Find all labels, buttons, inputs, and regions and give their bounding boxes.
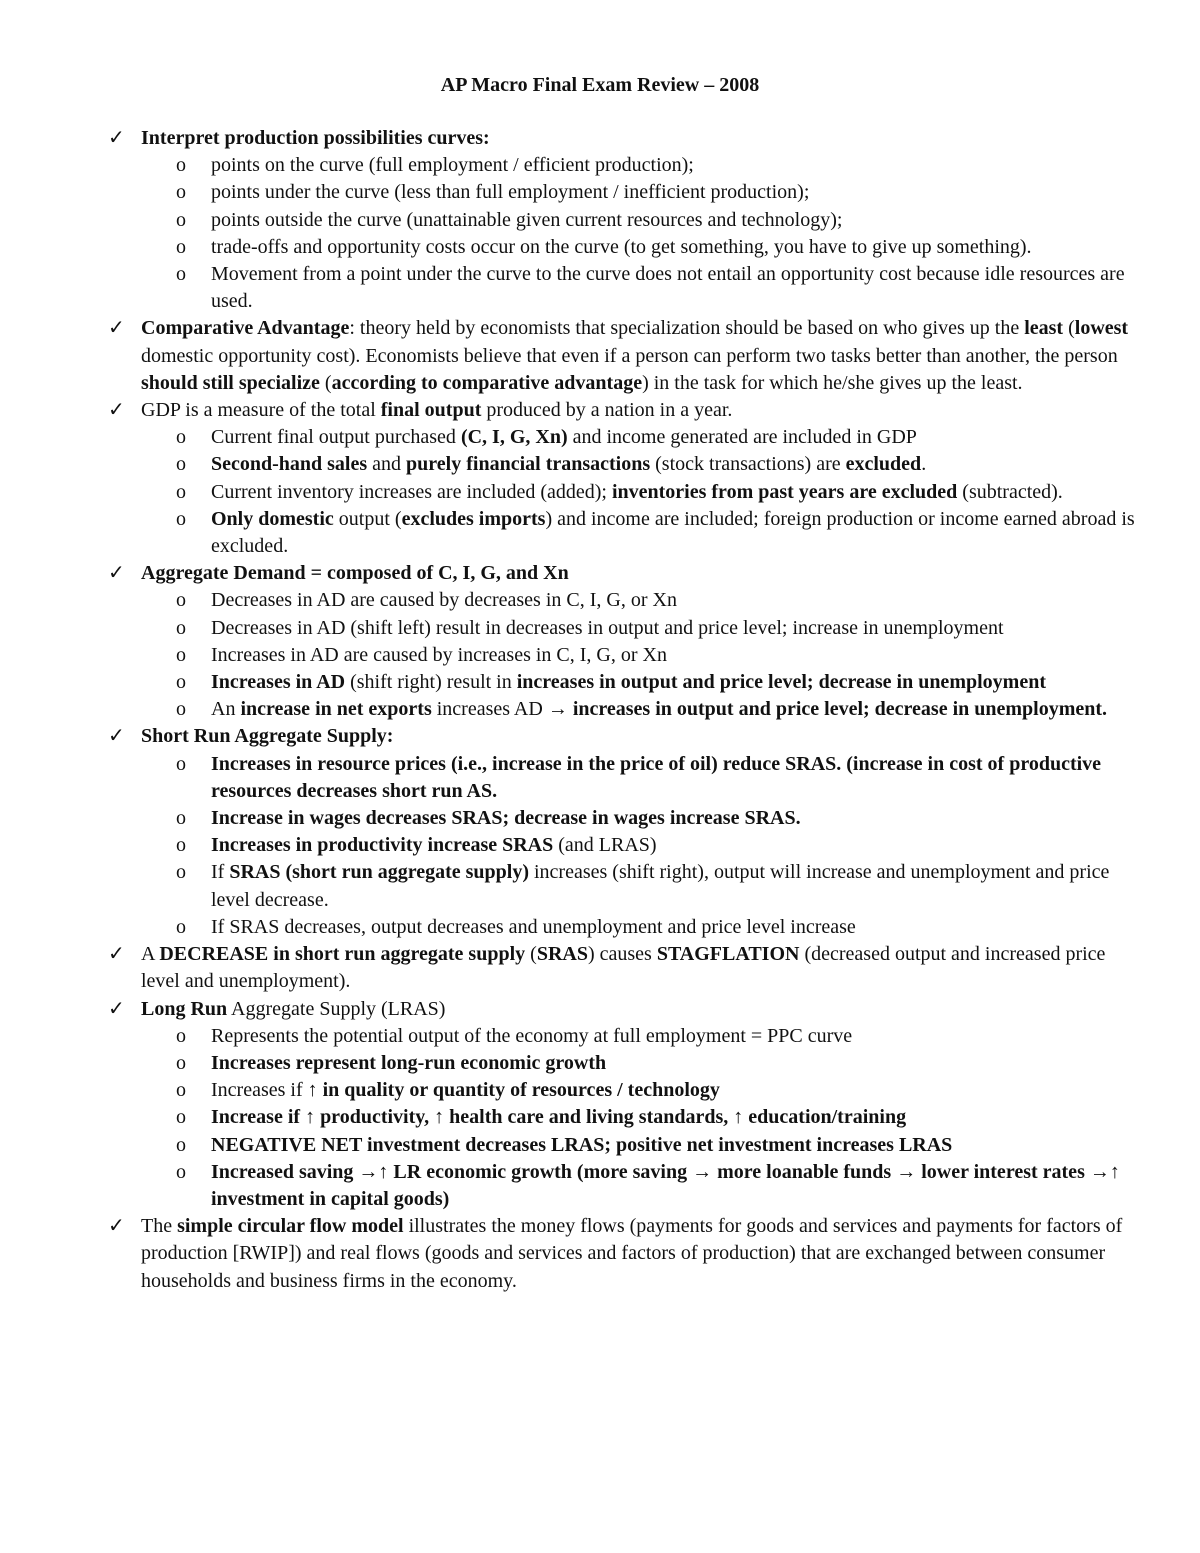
text-run: ) causes	[587, 943, 657, 966]
text-run: simple circular flow model	[177, 1215, 404, 1238]
text-run: Increases in resource prices (i.e., increase in the price of oil) reduce SRAS. (increase in cost of productive resources decreases short run AS.	[211, 752, 1102, 802]
sub-bullet-item	[108, 751, 1138, 805]
text-run: Movement from a point under the curve to the curve does not entail an opportunity cost because idle resources are used.	[211, 263, 1125, 313]
text-run: (and LRAS)	[553, 834, 657, 857]
sub-bullet-item	[108, 832, 1138, 859]
text-run: (decreased output and increased price level and unemployment).	[141, 943, 1106, 993]
text-run: If SRAS decreases, output decreases and unemployment and price level increase	[211, 915, 856, 938]
sub-bullet-item	[108, 696, 1138, 723]
text-run: Second-hand sales	[211, 453, 368, 476]
text-run: output (	[333, 507, 402, 530]
checklist-item	[108, 397, 1138, 560]
text-run: inventories from past years are excluded	[611, 480, 958, 503]
checklist-item-text	[141, 941, 1138, 995]
sub-bullet-item	[108, 1077, 1138, 1104]
text-run: lower interest rates	[916, 1160, 1090, 1183]
text-run: in quality or quantity of resources / technology	[317, 1079, 720, 1102]
text-run: Increases in AD	[211, 671, 346, 694]
text-run: Aggregate Demand = composed of C, I, G, and Xn	[141, 562, 569, 585]
sub-bullet-item	[108, 1050, 1138, 1077]
text-run: lowest	[1074, 317, 1129, 340]
text-run: SRAS (short run aggregate supply)	[229, 861, 529, 884]
checkmark-icon: ✓	[108, 562, 125, 585]
text-run: NEGATIVE NET investment decreases LRAS; positive net investment increases LRAS	[211, 1133, 953, 1156]
checklist-item	[108, 941, 1138, 995]
text-run: according to comparative advantage	[331, 371, 643, 394]
page-title: AP Macro Final Exam Review – 2008	[440, 74, 760, 96]
text-run: excluded	[845, 453, 922, 476]
text-run: Increases if	[211, 1079, 308, 1102]
circle-bullet-icon: o	[176, 698, 186, 721]
text-run: least	[1024, 317, 1064, 340]
checklist-item-text	[141, 996, 1138, 1023]
text-run: increases AD	[431, 698, 548, 721]
sub-bullet-item	[108, 1023, 1138, 1050]
sub-bullet-item	[108, 207, 1138, 234]
text-run: Only domestic	[211, 507, 334, 530]
review-list	[108, 125, 1138, 1295]
text-run: LR economic growth (more saving	[388, 1160, 693, 1183]
sub-bullet-item	[108, 179, 1138, 206]
checkmark-icon: ✓	[108, 1215, 125, 1238]
circle-bullet-icon: o	[176, 1079, 186, 1102]
text-run: Increase in wages decreases SRAS; decrease in wages increase SRAS.	[211, 807, 801, 830]
checkmark-icon: ✓	[108, 997, 125, 1020]
text-run: Interpret production possibilities curves:	[141, 127, 490, 149]
text-run: ↑	[307, 1079, 318, 1102]
sub-bullet-item	[108, 642, 1138, 669]
text-run: final output	[380, 399, 482, 422]
text-run: →	[692, 1160, 713, 1183]
sub-bullet-item	[108, 1159, 1138, 1213]
circle-bullet-icon: o	[176, 235, 186, 258]
sub-bullet-item	[108, 479, 1138, 506]
sub-bullet-item	[108, 859, 1138, 913]
checkmark-icon: ✓	[108, 127, 125, 149]
text-run: investment in capital goods)	[211, 1187, 450, 1210]
text-run: (shift right) result in	[345, 671, 517, 694]
checklist-item	[108, 125, 1138, 315]
circle-bullet-icon: o	[176, 1133, 186, 1156]
circle-bullet-icon: o	[176, 507, 186, 530]
text-run: ↑	[305, 1106, 316, 1129]
text-run: trade-offs and opportunity costs occur on the curve (to get something, you have to give up something).	[211, 235, 1032, 258]
text-run: .	[921, 453, 927, 476]
text-run: GDP is a measure of the total	[141, 399, 381, 422]
checklist-item-text	[141, 560, 1138, 587]
checklist-item-text	[141, 1213, 1138, 1295]
text-run: health care and living standards,	[444, 1106, 734, 1129]
sub-bullet-item	[108, 152, 1138, 179]
circle-bullet-icon: o	[176, 643, 186, 666]
circle-bullet-icon: o	[176, 861, 186, 884]
text-run: →↑	[358, 1160, 389, 1183]
sub-bullet-item	[108, 805, 1138, 832]
text-run: education/training	[743, 1106, 907, 1129]
circle-bullet-icon: o	[176, 1160, 186, 1183]
circle-bullet-icon: o	[176, 834, 186, 857]
checklist-item	[108, 1213, 1138, 1295]
sub-bullet-item	[108, 451, 1138, 478]
text-run: ) and income are included; foreign production or income earned abroad is excluded.	[211, 507, 1135, 558]
text-run: A	[141, 943, 160, 966]
text-run: STAGFLATION	[656, 943, 800, 966]
text-run: (	[1063, 317, 1075, 340]
text-run: Short Run Aggregate Supply:	[141, 725, 394, 748]
sub-bullet-item	[108, 234, 1138, 261]
text-run: domestic opportunity cost). Economists believe that even if a person can perform two tasks better than another, the person	[141, 344, 1118, 367]
text-run: increases in output and price level; decrease in unemployment	[516, 671, 1046, 694]
text-run: →	[547, 698, 568, 721]
text-run: ) in the task for which he/she gives up the least.	[642, 371, 1023, 394]
text-run: increases (shift right), output will increase and unemployment and price level decrease.	[211, 861, 1110, 911]
text-run: →↑	[1089, 1160, 1120, 1183]
circle-bullet-icon: o	[176, 752, 186, 775]
text-run: points outside the curve (unattainable given current resources and technology);	[211, 208, 843, 231]
circle-bullet-icon: o	[176, 263, 186, 286]
text-run: Increased saving	[211, 1160, 359, 1183]
text-run: Increase if	[211, 1106, 306, 1129]
checklist-item-text	[141, 397, 1138, 424]
text-run: An	[211, 698, 241, 721]
text-run: points under the curve (less than full employment / inefficient production);	[211, 181, 810, 204]
circle-bullet-icon: o	[176, 807, 186, 830]
circle-bullet-icon: o	[176, 1051, 186, 1074]
circle-bullet-icon: o	[176, 426, 186, 449]
checklist-item-text	[141, 723, 1138, 750]
circle-bullet-icon: o	[176, 1024, 186, 1047]
text-run: and	[367, 453, 407, 476]
text-run: Long Run	[141, 997, 228, 1020]
text-run: ↑	[733, 1106, 744, 1129]
text-run: purely financial transactions	[406, 453, 651, 476]
text-run: Increases represent long-run economic growth	[211, 1051, 607, 1074]
checklist-item-text	[141, 315, 1138, 397]
text-run: Represents the potential output of the economy at full employment = PPC curve	[211, 1024, 853, 1047]
text-run: should still specialize	[141, 371, 320, 394]
text-run: SRAS	[536, 943, 588, 966]
sub-bullet-item	[108, 587, 1138, 614]
text-run: Current inventory increases are included (added);	[211, 480, 612, 503]
sub-bullet-item	[108, 1104, 1138, 1131]
sub-bullet-item	[108, 669, 1138, 696]
sub-bullet-item	[108, 914, 1138, 941]
text-run: If	[211, 861, 230, 884]
text-run: ↑	[434, 1106, 445, 1129]
text-run: Current final output purchased	[211, 426, 461, 449]
checklist-item	[108, 315, 1138, 397]
checklist-item-text	[141, 125, 1138, 152]
text-run: →	[896, 1160, 917, 1183]
text-run: DECREASE in short run aggregate supply	[159, 943, 526, 966]
checklist-item	[108, 996, 1138, 1214]
circle-bullet-icon: o	[176, 154, 186, 177]
text-run: and income generated are included in GDP	[567, 426, 917, 449]
circle-bullet-icon: o	[176, 181, 186, 204]
text-run: (C, I, G, Xn)	[460, 426, 568, 449]
text-run: Increases in productivity increase SRAS	[211, 834, 554, 857]
sub-bullet-item	[108, 424, 1138, 451]
text-run: Increases in AD are caused by increases in C, I, G, or Xn	[211, 643, 667, 666]
text-run: : theory held by economists that specialization should be based on who gives up the	[349, 317, 1025, 340]
circle-bullet-icon: o	[176, 480, 186, 503]
checkmark-icon: ✓	[108, 317, 125, 340]
sub-bullet-item	[108, 506, 1138, 560]
circle-bullet-icon: o	[176, 616, 186, 639]
text-run: (subtracted).	[957, 480, 1063, 503]
circle-bullet-icon: o	[176, 208, 186, 231]
checkmark-icon: ✓	[108, 725, 125, 748]
text-run: increase in net exports	[240, 698, 432, 721]
text-run: excludes imports	[401, 507, 546, 530]
text-run: Decreases in AD (shift left) result in decreases in output and price level; increase in unemployment	[211, 616, 1004, 639]
circle-bullet-icon: o	[176, 589, 186, 612]
checkmark-icon: ✓	[108, 943, 125, 966]
text-run: productivity,	[315, 1106, 435, 1129]
checkmark-icon: ✓	[108, 399, 125, 422]
circle-bullet-icon: o	[176, 1106, 186, 1129]
sub-bullet-item	[108, 615, 1138, 642]
checklist-item	[108, 723, 1138, 941]
checklist-item	[108, 560, 1138, 723]
sub-bullet-item	[108, 261, 1138, 315]
text-run: Decreases in AD are caused by decreases in C, I, G, or Xn	[211, 589, 677, 612]
text-run: illustrates the money flows (payments for goods and services and payments for factors of production [RWIP]) and real flows (goods and services and factors of production) that are exchanged between consumer households and business firms in the economy.	[141, 1215, 1123, 1292]
text-run: (stock transactions) are	[650, 453, 846, 476]
text-run: (	[319, 371, 332, 394]
text-run: The	[141, 1215, 178, 1238]
text-run: points on the curve (full employment / efficient production);	[211, 154, 694, 177]
circle-bullet-icon: o	[176, 915, 186, 938]
text-run: Aggregate Supply (LRAS)	[227, 997, 446, 1020]
text-run: produced by a nation in a year.	[481, 399, 733, 422]
circle-bullet-icon: o	[176, 453, 186, 476]
sub-bullet-item	[108, 1132, 1138, 1159]
text-run: increases in output and price level; decrease in unemployment.	[567, 698, 1108, 721]
circle-bullet-icon: o	[176, 671, 186, 694]
text-run: Comparative Advantage	[141, 317, 350, 340]
text-run: (	[525, 943, 537, 966]
text-run: more loanable funds	[712, 1160, 897, 1183]
